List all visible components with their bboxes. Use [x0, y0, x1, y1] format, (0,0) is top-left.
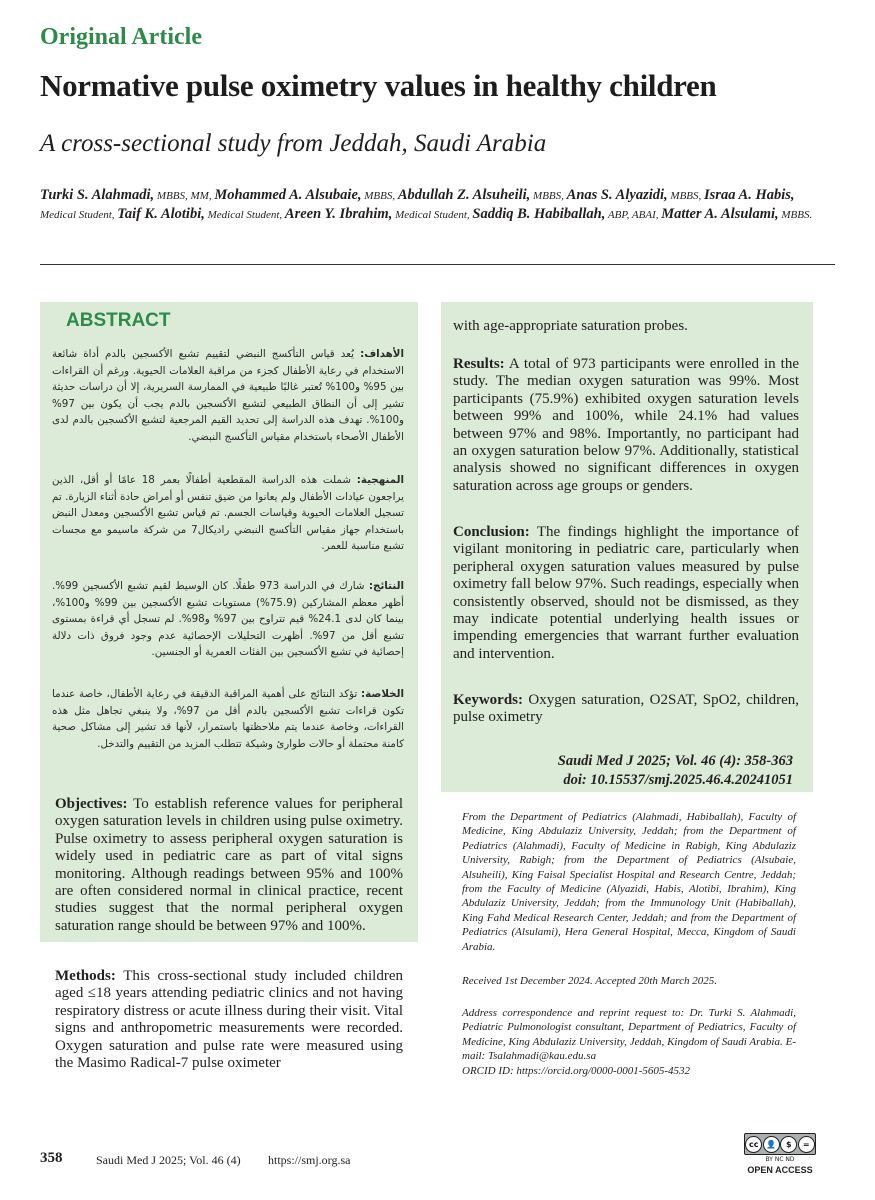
- arabic-conclusion-text: تؤكد النتائج على أهمية المراقبة الدقيقة في رعاية الأطفال، خاصة عندما تكون قراءات تشبع الأكسجين بالدم أقل من 97%، ولا ينبغي تجاهل مثل هذه القراءات، وخاصة عندما يتم ملاحظتها باستمرار، لأنها قد تشير إلى مشاكل صحية كامنة محتملة أو حالات طوارئ وشيكة تتطلب المزيد من التقييم والتدخل.: [52, 688, 404, 750]
- results-label: Results:: [453, 356, 505, 372]
- author-name: Mohammed A. Alsubaie,: [214, 187, 362, 203]
- objectives-text: To establish reference values for peripheral oxygen saturation levels in children using pulse oximetry. Pulse oximetry to assess peripheral oxygen saturation is widely used in pediatric care as part of vital signs monitoring. Although readings between 95% and 100% are often considered normal in clinical practice, recent studies suggest that the normal peripheral oxygen saturation range should be between 97% and 100%.: [55, 796, 403, 934]
- author-list: [40, 186, 830, 224]
- affiliations: From the Department of Pediatrics (Alahmadi, Habiballah), Faculty of Medicine, King Abdulaziz University, Jeddah; from the Department of Pediatrics (Alahmadi), Faculty of Medicine in Rabigh, King Abdulaziz University, Rabigh; from the Department of Pediatrics (Alsubaie, Alsuheili), King Faisal Specialist Hospital and Research Centre, Jeddah; from the Faculty of Medicine (Alyazidi, Habis, Alotibi, Ibrahim), King Abdulaziz University, Jeddah; from the Immunology Unit (Habiballah), King Fahd Medical Research Center, Jeddah; and from the Department of Pediatrics (Alsulami), Hera General Hospital, Mecca, Kingdom of Saudi Arabia.: [462, 811, 796, 953]
- cc-by-icon: 👤: [763, 1136, 780, 1153]
- abstract-methods: [55, 968, 403, 1072]
- author-degree: Medical Student,: [392, 209, 473, 221]
- abstract-heading: ABSTRACT: [66, 310, 171, 331]
- article-subtitle: A cross-sectional study from Jeddah, Saudi Arabia: [40, 130, 547, 157]
- methods-continued: with age-appropriate saturation probes.: [453, 318, 688, 334]
- citation-doi[interactable]: doi: 10.15537/smj.2025.46.4.20241051: [563, 772, 793, 788]
- footer-journal: Saudi Med J 2025; Vol. 46 (4): [96, 1153, 241, 1167]
- license-badge-text: BY NC ND: [765, 1156, 795, 1163]
- article-title: Normative pulse oximetry values in healthy children: [40, 68, 717, 103]
- arabic-results-text: شارك في الدراسة 973 طفلًا. كان الوسيط لقيم تشبع الأكسجين 99%. أظهر معظم المشاركين (75.9%) مستويات تشبع الأكسجين بين 99% و100%، بينما كان لدى 24.1% قيم تتراوح بين 97% و98%. لم تسجل أي قراءة بمستوى تشبع أقل من 97%. أظهرت التحليلات الإحصائية عدم وجود فروق ذات دلالة إحصائية في تشبع الأكسجين بين الفئات العمرية أو الجنسين.: [52, 580, 405, 658]
- open-access-label: OPEN ACCESS: [747, 1165, 813, 1175]
- cc-license-icon: [744, 1133, 816, 1155]
- arabic-methods-text: شملت هذه الدراسة المقطعية أطفالًا بعمر 18 عامًا أو أقل، الذين يراجعون عيادات الأطفال ولم يعانوا من ضيق تنفس أو أمراض حادة أثناء الزيارة. تم تسجيل العلامات الحيوية وقياسات الجسم. تم قياس تشبع الأكسجين ومعدل النبض باستخدام جهاز مقياس التأكسج النبضي راديكال7 من شركة ماسيمو مع مجسات تشبع مناسبة للعمر.: [52, 474, 404, 552]
- author-degree: MBBS, MM,: [154, 190, 215, 202]
- arabic-objectives-text: يُعد قياس التأكسج النبضي لتقييم تشبع الأكسجين بالدم أداة شائعة الاستخدام في رعاية الأطفال كجزء من مراقبة العلامات الحيوية. ورغم أن القراءات بين 95% و100% تُعتبر غالبًا طبيعية في الممارسة السريرية، إلا أن دراسات حديثة تشير إلى أن النطاق الطبيعي لتشبع الأكسجين بالدم يجب أن يكون بين 97% و100%. تهدف هذه الدراسة إلى تحديد القيم المرجعية لتشبع الأكسجين بالدم لدى الأطفال الأصحاء باستخدام مقياس التأكسج النبضي.: [52, 348, 404, 443]
- header-divider: [40, 264, 835, 265]
- arabic-methods-label: المنهجية:: [356, 474, 404, 486]
- author-name: Matter A. Alsulami,: [661, 206, 779, 222]
- author-name: Taif K. Alotibi,: [117, 206, 205, 222]
- footer-url[interactable]: https://smj.org.sa: [268, 1153, 351, 1167]
- author-name: Areen Y. Ibrahim,: [284, 206, 393, 222]
- cc-nc-icon: $: [780, 1136, 797, 1153]
- author-degree: ABP, ABAI,: [605, 209, 662, 221]
- objectives-label: Objectives:: [55, 796, 128, 812]
- author-degree: MBBS,: [667, 190, 705, 202]
- cc-nd-icon: =: [798, 1136, 815, 1153]
- arabic-results-label: النتائج:: [368, 580, 404, 592]
- author-name: Saddiq B. Habiballah,: [472, 206, 606, 222]
- arabic-objectives: [52, 346, 404, 445]
- orcid[interactable]: ORCID ID: https://orcid.org/0000-0001-5605-4532: [462, 1065, 691, 1077]
- page-number: 358: [40, 1150, 63, 1166]
- author-name: Turki S. Alahmadi,: [40, 187, 155, 203]
- author-name: Israa A. Habis,: [704, 187, 795, 203]
- conclusion-label: Conclusion:: [453, 524, 530, 540]
- results-text: A total of 973 participants were enrolled in the study. The median oxygen saturation was 99%. Most participants (75.9%) exhibited oxygen saturation levels between 99% and 100%, while 24.1% had values between 97% and 98%. Importantly, no participant had an oxygen saturation below 97%. Additionally, statistical analysis showed no significant differences in oxygen saturation across age groups or genders.: [453, 356, 799, 494]
- author-degree: Medical Student,: [40, 209, 118, 221]
- conclusion-text: The findings highlight the importance of vigilant monitoring in pediatric care, particularly when peripheral oxygen saturation values measured by pulse oximetry fall below 97%. Such readings, especially when consistently observed, should not be dismissed, as they may indicate potential underlying health issues or impending emergencies that warrant further evaluation and intervention.: [453, 524, 799, 662]
- abstract-results: [453, 356, 799, 495]
- author-degree: MBBS,: [530, 190, 567, 202]
- citation-journal: Saudi Med J 2025; Vol. 46 (4): 358-363: [557, 753, 793, 769]
- methods-label: Methods:: [55, 968, 116, 984]
- author-name: Abdullah Z. Alsuheili,: [397, 187, 531, 203]
- correspondence: Address correspondence and reprint request to: Dr. Turki S. Alahmadi, Pediatric Pulmonologist consultant, Department of Pediatrics, Faculty of Medicine, King Abdulaziz University, Jeddah, Kingdom of Saudi Arabia. E-mail: Tsalahmadi@kau.edu.sa: [462, 1007, 796, 1063]
- arabic-objectives-label: الأهداف:: [360, 348, 404, 360]
- author-degree: MBBS,: [361, 190, 398, 202]
- author-degree: Medical Student,: [204, 209, 285, 221]
- abstract-keywords: [453, 692, 799, 727]
- arabic-results: [52, 578, 404, 661]
- arabic-conclusion: [52, 686, 404, 752]
- abstract-conclusion: [453, 524, 799, 663]
- cc-circle-icon: cc: [745, 1136, 762, 1153]
- arabic-methods: [52, 472, 404, 555]
- keywords-text: Oxygen saturation, O2SAT, SpO2, children, pulse oximetry: [453, 692, 799, 726]
- license-block[interactable]: [744, 1133, 816, 1175]
- section-label: Original Article: [40, 24, 202, 50]
- keywords-label: Keywords:: [453, 692, 523, 708]
- methods-text: This cross-sectional study included children aged ≤18 years attending pediatric clinics and not having respiratory distress or acute illness during their visit. Vital signs and anthropometric measurements were recorded. Oxygen saturation and pulse rate were measured using the Masimo Radical-7 pulse oximeter: [55, 968, 403, 1072]
- arabic-conclusion-label: الخلاصة:: [361, 688, 404, 700]
- received-date: Received 1st December 2024. Accepted 20th March 2025.: [462, 975, 718, 987]
- author-degree: MBBS.: [778, 209, 813, 221]
- author-name: Anas S. Alyazidi,: [566, 187, 668, 203]
- abstract-objectives: [55, 796, 403, 935]
